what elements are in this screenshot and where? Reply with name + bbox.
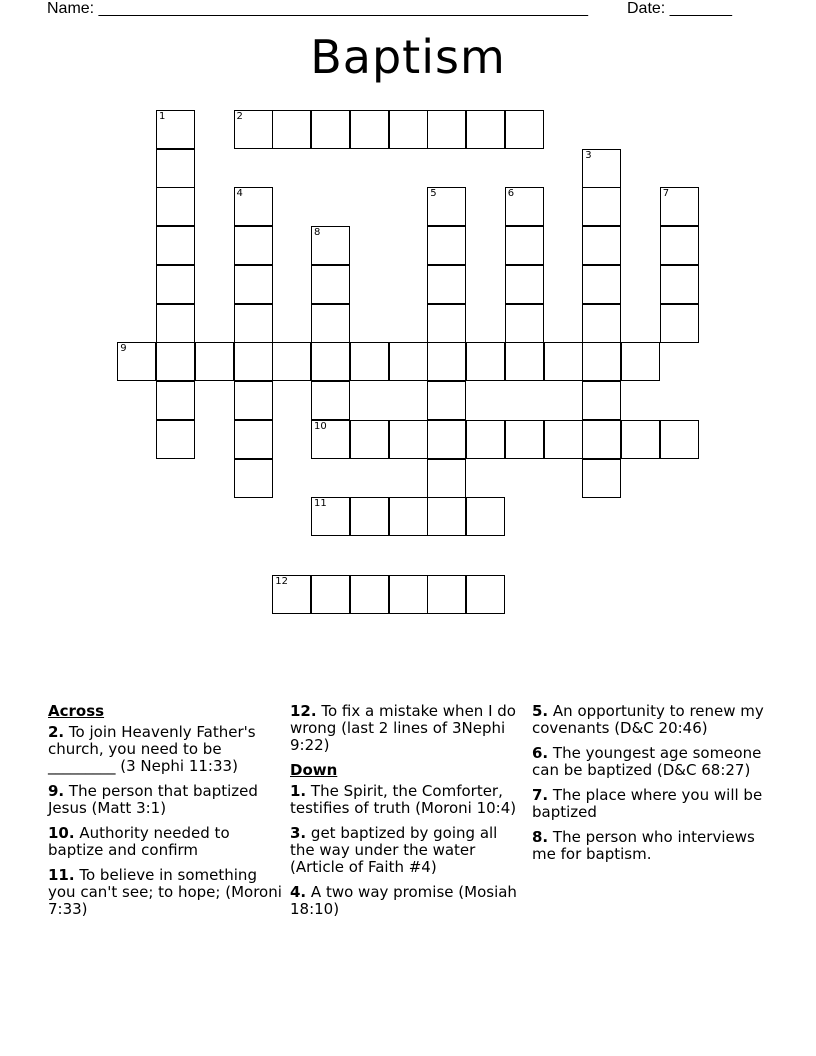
clue-number: 4. [290,883,307,901]
clue-text: To believe in something you can't see; to hope; (Moroni 7:33) [48,866,282,918]
grid-cell[interactable] [350,497,389,536]
grid-cell[interactable] [272,110,311,149]
grid-cell[interactable] [582,459,621,498]
clue-number-label: 8 [314,227,321,238]
grid-cell[interactable] [350,342,389,381]
clue-text: The person who interviews me for baptism. [532,828,755,863]
clue-number: 6. [532,744,549,762]
down-heading: Down [290,761,338,779]
grid-cell[interactable] [466,420,505,459]
grid-cell[interactable] [582,342,621,381]
clue-number-label: 4 [236,188,243,200]
clue-down-7 [532,787,772,821]
grid-cell[interactable] [311,381,350,420]
clue-text: An opportunity to renew my covenants (D&C 20:46) [532,702,764,737]
clue-number: 10. [48,824,75,842]
clue-across-2 [48,724,283,775]
clue-number-label: 2 [236,110,243,122]
clue-text: A two way promise (Mosiah 18:10) [290,883,517,918]
clue-number: 3. [290,824,307,842]
grid-cell[interactable] [466,110,505,149]
grid-cell[interactable] [311,497,350,536]
grid-cell[interactable] [311,304,350,343]
clue-across-10 [48,825,283,859]
clue-across-12 [290,703,525,754]
date-field[interactable]: Date: _______ [627,0,732,17]
grid-cell[interactable] [427,497,466,536]
grid-cell[interactable] [156,420,195,459]
clue-down-8 [532,829,772,863]
grid-cell[interactable] [505,420,544,459]
clues-column-2 [290,703,525,926]
grid-cell[interactable] [427,110,466,149]
clue-text: To join Heavenly Father's church, you need to be _________ (3 Nephi 11:33) [48,723,256,775]
grid-cell[interactable] [427,420,466,459]
grid-cell[interactable] [582,226,621,265]
grid-cell[interactable] [117,342,156,381]
clue-down-5 [532,703,772,737]
clue-text: Authority needed to baptize and confirm [48,824,230,859]
clue-number: 12. [290,702,317,720]
grid-cell[interactable] [389,110,428,149]
clue-number-label: 7 [662,188,670,200]
grid-cell[interactable] [427,342,466,381]
grid-cell[interactable] [156,226,195,265]
grid-cell[interactable] [234,381,273,420]
grid-cell[interactable] [156,265,195,304]
grid-cell[interactable] [427,304,466,343]
clue-text: get baptized by going all the way under the water (Article of Faith #4) [290,824,498,876]
clue-text: The Spirit, the Comforter, testifies of truth (Moroni 10:4) [290,782,517,817]
grid-cell[interactable] [234,110,273,149]
clue-number: 1. [290,782,307,800]
grid-cell[interactable] [466,342,505,381]
grid-cell[interactable] [505,342,544,381]
grid-cell[interactable] [427,187,466,226]
clue-text: The person that baptized Jesus (Matt 3:1) [48,782,258,817]
grid-cell[interactable] [234,342,273,381]
grid-cell[interactable] [621,342,660,381]
grid-cell[interactable] [389,342,428,381]
grid-cell[interactable] [582,304,621,343]
clue-down-6 [532,745,772,779]
clue-number: 5. [532,702,549,720]
grid-cell[interactable] [582,149,621,188]
grid-cell[interactable] [389,497,428,536]
grid-cell[interactable] [427,575,466,614]
clues-column-3 [532,703,772,871]
clue-down-3 [290,825,525,876]
grid-cell[interactable] [311,342,350,381]
grid-cell[interactable] [427,381,466,420]
grid-cell[interactable] [195,342,234,381]
grid-cell[interactable] [156,187,195,226]
clue-across-11 [48,867,283,918]
grid-cell[interactable] [350,575,389,614]
grid-cell[interactable] [389,420,428,459]
grid-cell[interactable] [505,265,544,304]
clue-down-4 [290,884,525,918]
grid-cell[interactable] [156,149,195,188]
clue-number: 2. [48,723,65,741]
clue-number-label: 3 [585,149,592,161]
grid-cell[interactable] [350,420,389,459]
clue-number-label: 10 [314,420,327,432]
clue-number: 8. [532,828,549,846]
name-field[interactable]: Name: _______________________________________________________ [47,0,588,17]
grid-cell[interactable] [311,420,350,459]
across-heading: Across [48,702,105,720]
grid-cell[interactable] [660,304,699,343]
grid-cell[interactable] [505,110,544,149]
grid-cell[interactable] [427,265,466,304]
clue-across-9 [48,783,283,817]
grid-cell[interactable] [234,265,273,304]
clue-text: To fix a mistake when I do wrong (last 2 lines of 3Nephi 9:22) [290,702,516,754]
grid-cell[interactable] [582,381,621,420]
grid-cell[interactable] [660,187,699,226]
clue-number-label: 1 [159,110,166,122]
grid-cell[interactable] [311,265,350,304]
grid-cell[interactable] [582,187,621,226]
grid-cell[interactable] [621,420,660,459]
clues-column-1 [48,703,283,926]
grid-cell[interactable] [544,420,583,459]
clue-number-label: 12 [275,575,288,587]
grid-cell[interactable] [234,459,273,498]
grid-cell[interactable] [427,459,466,498]
clue-number-label: 5 [430,188,437,200]
grid-cell[interactable] [156,110,195,149]
grid-cell[interactable] [156,304,195,343]
grid-cell[interactable] [582,265,621,304]
clue-number-label: 11 [314,498,327,510]
clue-down-1 [290,783,525,817]
page-title: Baptism [310,30,506,84]
grid-cell[interactable] [466,497,505,536]
clue-text: The place where you will be baptized [532,786,763,821]
grid-cell[interactable] [234,304,273,343]
grid-cell[interactable] [427,226,466,265]
clue-number: 7. [532,786,549,804]
grid-cell[interactable] [660,226,699,265]
grid-cell[interactable] [156,342,195,381]
clue-number: 9. [48,782,65,800]
grid-cell[interactable] [505,226,544,265]
clue-number-label: 6 [507,188,515,200]
grid-cell[interactable] [234,187,273,226]
grid-cell[interactable] [156,381,195,420]
grid-cell[interactable] [234,420,273,459]
grid-cell[interactable] [350,110,389,149]
grid-cell[interactable] [660,265,699,304]
grid-cell[interactable] [660,420,699,459]
grid-cell[interactable] [311,226,350,265]
grid-cell[interactable] [234,226,273,265]
grid-cell[interactable] [505,304,544,343]
grid-cell[interactable] [466,575,505,614]
grid-cell[interactable] [505,187,544,226]
grid-cell[interactable] [272,575,311,614]
grid-cell[interactable] [582,420,621,459]
grid-cell[interactable] [544,342,583,381]
grid-cell[interactable] [311,110,350,149]
clue-text: The youngest age someone can be baptized (D&C 68:27) [532,744,762,779]
grid-cell[interactable] [272,342,311,381]
clue-number: 11. [48,866,75,884]
clue-number-label: 9 [120,343,127,355]
grid-cell[interactable] [389,575,428,614]
grid-cell[interactable] [311,575,350,614]
